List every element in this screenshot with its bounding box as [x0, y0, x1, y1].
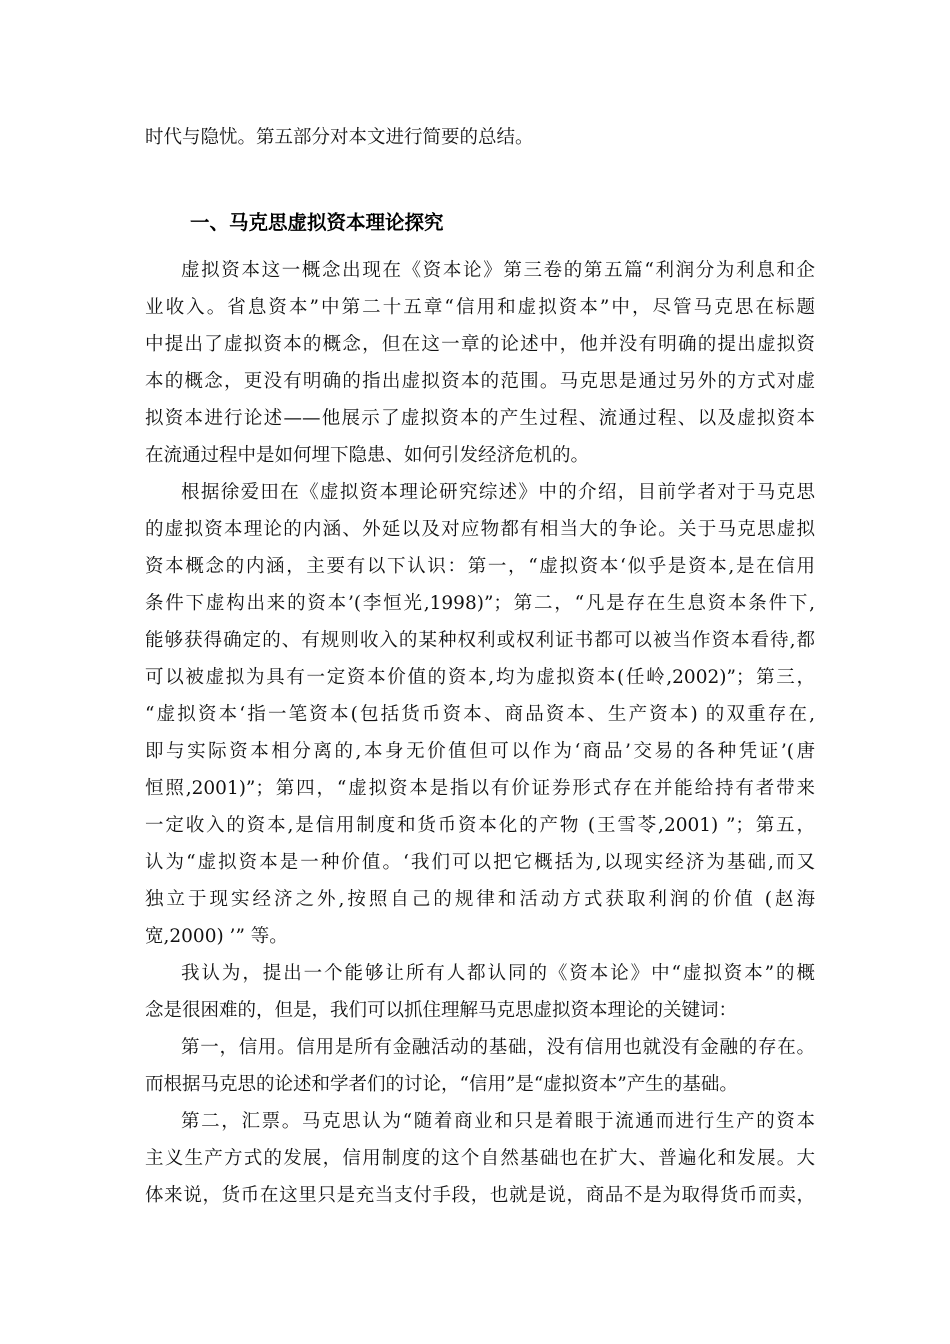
paragraph-line: 本的概念，更没有明确的指出虚拟资本的范围。马克思是通过另外的方式对虚 — [145, 371, 815, 392]
paragraph-line: 第二，汇票。马克思认为“随着商业和只是着眼于流通而进行生产的资本 — [181, 1111, 815, 1132]
paragraph-line: 业收入。省息资本”中第二十五章“信用和虚拟资本”中，尽管马克思在标题 — [145, 297, 815, 318]
paragraph-line: 宽,2000) ’” 等。 — [145, 926, 288, 947]
paragraph-line: “虚拟资本‘指一笔资本(包括货币资本、商品资本、生产资本) 的双重存在, — [145, 704, 815, 725]
paragraph-line: 可以被虚拟为具有一定资本价值的资本,均为虚拟资本(任岭,2002)”；第三， — [145, 667, 815, 688]
paragraph-line: 根据徐爱田在《虚拟资本理论研究综述》中的介绍，目前学者对于马克思 — [181, 482, 815, 503]
section-heading: 一、马克思虚拟资本理论探究 — [190, 211, 444, 234]
paragraph-line: 第一，信用。信用是所有金融活动的基础，没有信用也就没有金融的存在。 — [181, 1037, 815, 1058]
paragraph-line: 恒照,2001)”；第四，“虚拟资本是指以有价证券形式存在并能给持有者带来 — [145, 778, 815, 799]
paragraph-line: 体来说，货币在这里只是充当支付手段，也就是说，商品不是为取得货币而卖， — [145, 1185, 815, 1206]
paragraph-line: 一定收入的资本,是信用制度和货币资本化的产物 (王雪苓,2001) ”；第五， — [145, 815, 815, 836]
paragraph-line: 认为“虚拟资本是一种价值。‘我们可以把它概括为,以现实经济为基础,而又 — [145, 852, 815, 873]
paragraph-line: 能够获得确定的、有规则收入的某种权利或权利证书都可以被当作资本看待,都 — [145, 630, 815, 651]
paragraph-line: 独立于现实经济之外,按照自己的规律和活动方式获取利润的价值 (赵海 — [145, 889, 815, 910]
paragraph-line: 中提出了虚拟资本的概念，但在这一章的论述中，他并没有明确的提出虚拟资 — [145, 334, 815, 355]
paragraph-line: 虚拟资本这一概念出现在《资本论》第三卷的第五篇“利润分为利息和企 — [181, 260, 815, 281]
paragraph-line: 即与实际资本相分离的,本身无价值但可以作为‘商品’交易的各种凭证’(唐 — [145, 741, 815, 762]
paragraph-line: 主义生产方式的发展，信用制度的这个自然基础也在扩大、普遍化和发展。大 — [145, 1148, 815, 1169]
paragraph-line: 念是很困难的，但是，我们可以抓住理解马克思虚拟资本理论的关键词： — [145, 1000, 738, 1021]
paragraph-line: 在流通过程中是如何埋下隐患、如何引发经济危机的。 — [145, 445, 590, 466]
paragraph-line: 我认为，提出一个能够让所有人都认同的《资本论》中“虚拟资本”的概 — [181, 963, 815, 984]
paragraph-line: 拟资本进行论述——他展示了虚拟资本的产生过程、流通过程、以及虚拟资本 — [145, 408, 815, 429]
paragraph-line: 而根据马克思的论述和学者们的讨论，“信用”是“虚拟资本”产生的基础。 — [145, 1074, 738, 1095]
paragraph-line: 资本概念的内涵，主要有以下认识：第一，“虚拟资本‘似乎是资本,是在信用 — [145, 556, 815, 577]
intro-tail-line: 时代与隐忧。第五部分对本文进行简要的总结。 — [145, 127, 534, 148]
paragraph-line: 条件下虚构出来的资本’(李恒光,1998)”；第二，“凡是存在生息资本条件下, — [145, 593, 815, 614]
paragraph-line: 的虚拟资本理论的内涵、外延以及对应物都有相当大的争论。关于马克思虚拟 — [145, 519, 815, 540]
